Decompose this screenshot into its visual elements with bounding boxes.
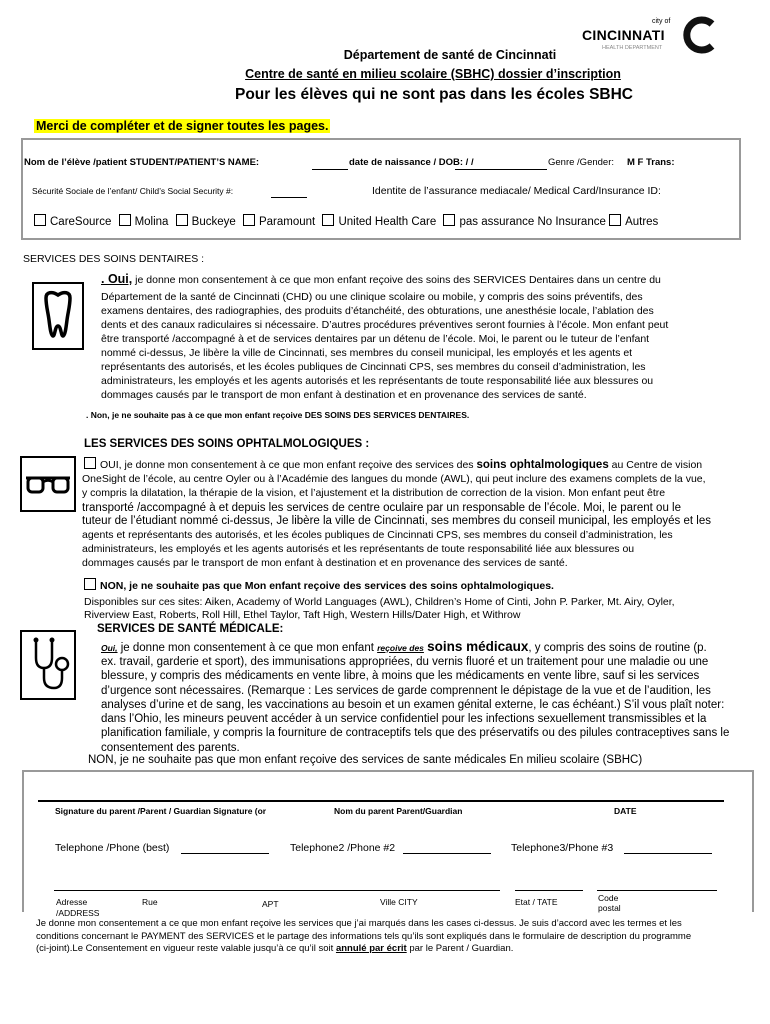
header-title: Département de santé de Cincinnati bbox=[343, 48, 557, 62]
zip-label: Code bbox=[598, 893, 619, 903]
medical-consent-text: ex. travail, garderie et sport), des immunisations appropriées, du vernis fluoré et un traitement pour une maladie ou une blessure, y compris des médicaments en vente libre, à moins que les médicaments en vente libre, sauf si les services d’urgence sont nécessaires. (Remarque : Les services de garde comprennent le dépistage de la vue et de l’audition, les analyses d’urine et de sang, les vaccinations au besoin et un examen génital externe, le cas échéant.) S’il vous plaît noter: dans l’Ohio, les mineurs peuvent accéder à un service confidentiel pour les infections sexuellement transmissibles et la planification familiale, y compris la fourniture de contraceptifs tels que des préservatifs ou des pilules contraceptives sans le consentement des parents. bbox=[101, 656, 730, 754]
footer-consent: Je donne mon consentement a ce que mon enfant reçoive les services que j’ai marqués dans les cases ci-dessus. Je suis d’accord avec les termes et les conditions concernant le PAYMENT des SERVICES et le partage des informations tels qu’ils sont expliqués dans le formulaire de description du programme (ci-joint).Le Consentement en vigueur reste valable jusqu’à ce qu’il soit annulé par écrit par le Parent / Guardian. bbox=[36, 918, 692, 954]
insurer-none[interactable]: pas assurance No Insurance bbox=[443, 216, 605, 228]
checkbox-icon bbox=[443, 214, 455, 226]
vision-sites-1: Disponibles sur ces sites: Aiken, Academy of World Languages (AWL), Children’s Home of Cinti, John P. Parker, Mt. Airy, Oyler, bbox=[84, 596, 675, 608]
insurer-caresource[interactable]: CareSource bbox=[34, 216, 111, 228]
vision-non-checkbox[interactable] bbox=[84, 578, 96, 590]
instruction-banner: Merci de compléter et de signer toutes les pages. bbox=[36, 119, 329, 133]
phone1-field[interactable] bbox=[181, 853, 269, 854]
vision-section-title: LES SERVICES DES SOINS OPHTALMOLOGIQUES : bbox=[84, 438, 370, 450]
dob-field[interactable] bbox=[455, 169, 547, 170]
dental-non-checkbox[interactable]: . Non, je ne souhaite pas à ce que mon enfant reçoive DES SOINS DES SERVICES DENTAIRES. bbox=[86, 410, 470, 420]
insurer-other[interactable]: Autres bbox=[609, 216, 658, 228]
street-label: Rue bbox=[142, 897, 158, 907]
medical-oui-checkbox[interactable]: Oui, bbox=[101, 643, 118, 653]
parent-name-label: Nom du parent Parent/Guardian bbox=[334, 806, 463, 816]
logo-main-text: CINCINNATI bbox=[582, 27, 665, 43]
dob-label: date de naissance / DOB: / / bbox=[349, 157, 474, 168]
checkbox-icon bbox=[243, 214, 255, 226]
medical-oui-line: Oui, je donne mon consentement à ce que mon enfant reçoive des soins médicaux, y compris des soins de routine (p. bbox=[101, 639, 707, 654]
state-label: Etat / TATE bbox=[515, 897, 558, 907]
zip-label-2: postal bbox=[598, 903, 621, 913]
date-label: DATE bbox=[614, 806, 637, 816]
vision-icon-box bbox=[20, 456, 76, 512]
medical-icon-box bbox=[20, 630, 76, 700]
checkbox-icon bbox=[119, 214, 131, 226]
checkbox-icon bbox=[34, 214, 46, 226]
address-label-en: /ADDRESS bbox=[56, 908, 100, 918]
insurer-paramount[interactable]: Paramount bbox=[243, 216, 315, 228]
vision-non-line: NON, je ne souhaite pas que Mon enfant reçoive des services des soins ophtalmologiques. bbox=[84, 578, 554, 592]
phone3-label: Telephone3/Phone #3 bbox=[511, 842, 614, 854]
glasses-icon bbox=[22, 458, 74, 510]
medical-section-title: SERVICES DE SANTÉ MÉDICALE: bbox=[97, 623, 284, 635]
gender-options[interactable]: M F Trans: bbox=[627, 157, 675, 168]
student-name-label: Nom de l’élève /patient STUDENT/PATIENT’S NAME: bbox=[24, 157, 260, 168]
address-label: Adresse bbox=[56, 897, 88, 907]
vision-oui-checkbox[interactable] bbox=[84, 457, 96, 469]
checkbox-icon bbox=[176, 214, 188, 226]
phone1-label: Telephone /Phone (best) bbox=[55, 842, 170, 854]
student-name-field[interactable] bbox=[312, 169, 348, 170]
checkbox-icon bbox=[322, 214, 334, 226]
stethoscope-icon bbox=[22, 632, 74, 698]
insurer-united[interactable]: United Health Care bbox=[322, 216, 436, 228]
ssn-label: Sécurité Sociale de l’enfant/ Child’s Social Security #: bbox=[32, 186, 234, 196]
medical-non-checkbox[interactable]: NON, je ne souhaite pas que mon enfant reçoive des services de sante médicales En milieu scolaire (SBHC) bbox=[88, 754, 643, 766]
insurer-buckeye[interactable]: Buckeye bbox=[176, 216, 236, 228]
vision-oui-line: OUI, je donne mon consentement à ce que mon enfant reçoive des services des soins ophtalmologiques au Centre de vision bbox=[84, 457, 702, 471]
signature-label: Signature du parent /Parent / Guardian Signature (or bbox=[55, 806, 267, 816]
header-heading: Pour les élèves qui ne sont pas dans les écoles SBHC bbox=[235, 86, 633, 103]
vision-sites-2: Riverview East, Roberts, Roll Hill, Ethel Taylor, Taft High, Western Hills/Dater High, et Withrow bbox=[84, 609, 521, 621]
checkbox-icon bbox=[609, 214, 621, 226]
phone3-field[interactable] bbox=[624, 853, 712, 854]
dental-section-title: SERVICES DES SOINS DENTAIRES : bbox=[23, 253, 205, 265]
zip-line[interactable] bbox=[597, 890, 717, 891]
dental-oui-checkbox[interactable]: . Oui, bbox=[101, 272, 133, 286]
phone2-label: Telephone2 /Phone #2 bbox=[290, 842, 396, 854]
city-label: Ville CITY bbox=[380, 897, 418, 907]
header-subtitle: Centre de santé en milieu scolaire (SBHC) dossier d’inscription bbox=[245, 67, 621, 81]
dental-consent-text: . Oui, je donne mon consentement à ce que mon enfant reçoive des soins des SERVICES Dentaires dans un centre du Département de la santé de Cincinnati (CHD) ou une clinique scolaire ou mobile, y compris des soins préventifs, des examens dentaires, des radiographies, des produits d’étanchéité, des obturations, une anesthésie locale, l’ablation des dents et des canaux radiculaires si nécessaire. D’autres procédures préventives seront fournies à l’école. Mon enfant peut être transporté /accompagné à et de services dentaires par un détenu de l’école. Moi, le parent ou le tuteur de l’enfant nommé ci-dessus, Je libère la ville de Cincinnati, ses membres du conseil municipal, les employés et les agents et représentants des autorisés, et les écoles publiques de Cincinnati CPS, ses membres du conseil d’administration, les administrateurs, les employés et les agents autorisés et les représentants de toute responsabilité liée aux blessures ou dommages causés par le transport de mon enfant à destination et en provenance des services de santé. bbox=[101, 272, 669, 401]
apt-label: APT bbox=[262, 899, 279, 909]
tooth-icon bbox=[34, 284, 82, 348]
address-line[interactable] bbox=[54, 890, 500, 891]
insurance-options bbox=[34, 214, 658, 228]
logo-sub-text: HEALTH DEPARTMENT bbox=[602, 45, 663, 51]
dental-icon-box bbox=[32, 282, 84, 350]
logo-small-text: city of bbox=[652, 18, 671, 25]
ssn-field[interactable] bbox=[271, 197, 307, 198]
insurer-molina[interactable]: Molina bbox=[119, 216, 169, 228]
phone2-field[interactable] bbox=[403, 853, 491, 854]
insurance-id-label: Identite de l’assurance mediacale/ Medical Card/Insurance ID: bbox=[372, 185, 661, 197]
vision-consent-text: OneSight de l’école, au centre Oyler ou à l’Académie des langues du monde (AWL), qui peut inclure des examens complets de la vue, y compris la dilatation, la thérapie de la vision, et l’ajustement et la distribution de correction de la vision. Mon enfant peut être transporté /accompagné à et depuis les services de centre oculaire par un responsable de l’école. Moi, le parent ou le tuteur de l’étudiant nommé ci-dessus, Je libère la ville de Cincinnati, ses membres du conseil municipal, les employés et les agents et représentants des autorisés, et les écoles publiques de Cincinnati CPS, ses membres du conseil d’administration, les administrateurs, les employés et les agents autorisés et les représentants de toute responsabilité liée aux blessures ou dommages causés par le transport de mon enfant à destination et en provenance des services de santé. bbox=[82, 473, 711, 569]
state-line[interactable] bbox=[515, 890, 583, 891]
signature-line[interactable] bbox=[38, 800, 724, 802]
gender-label: Genre /Gender: bbox=[548, 157, 615, 168]
